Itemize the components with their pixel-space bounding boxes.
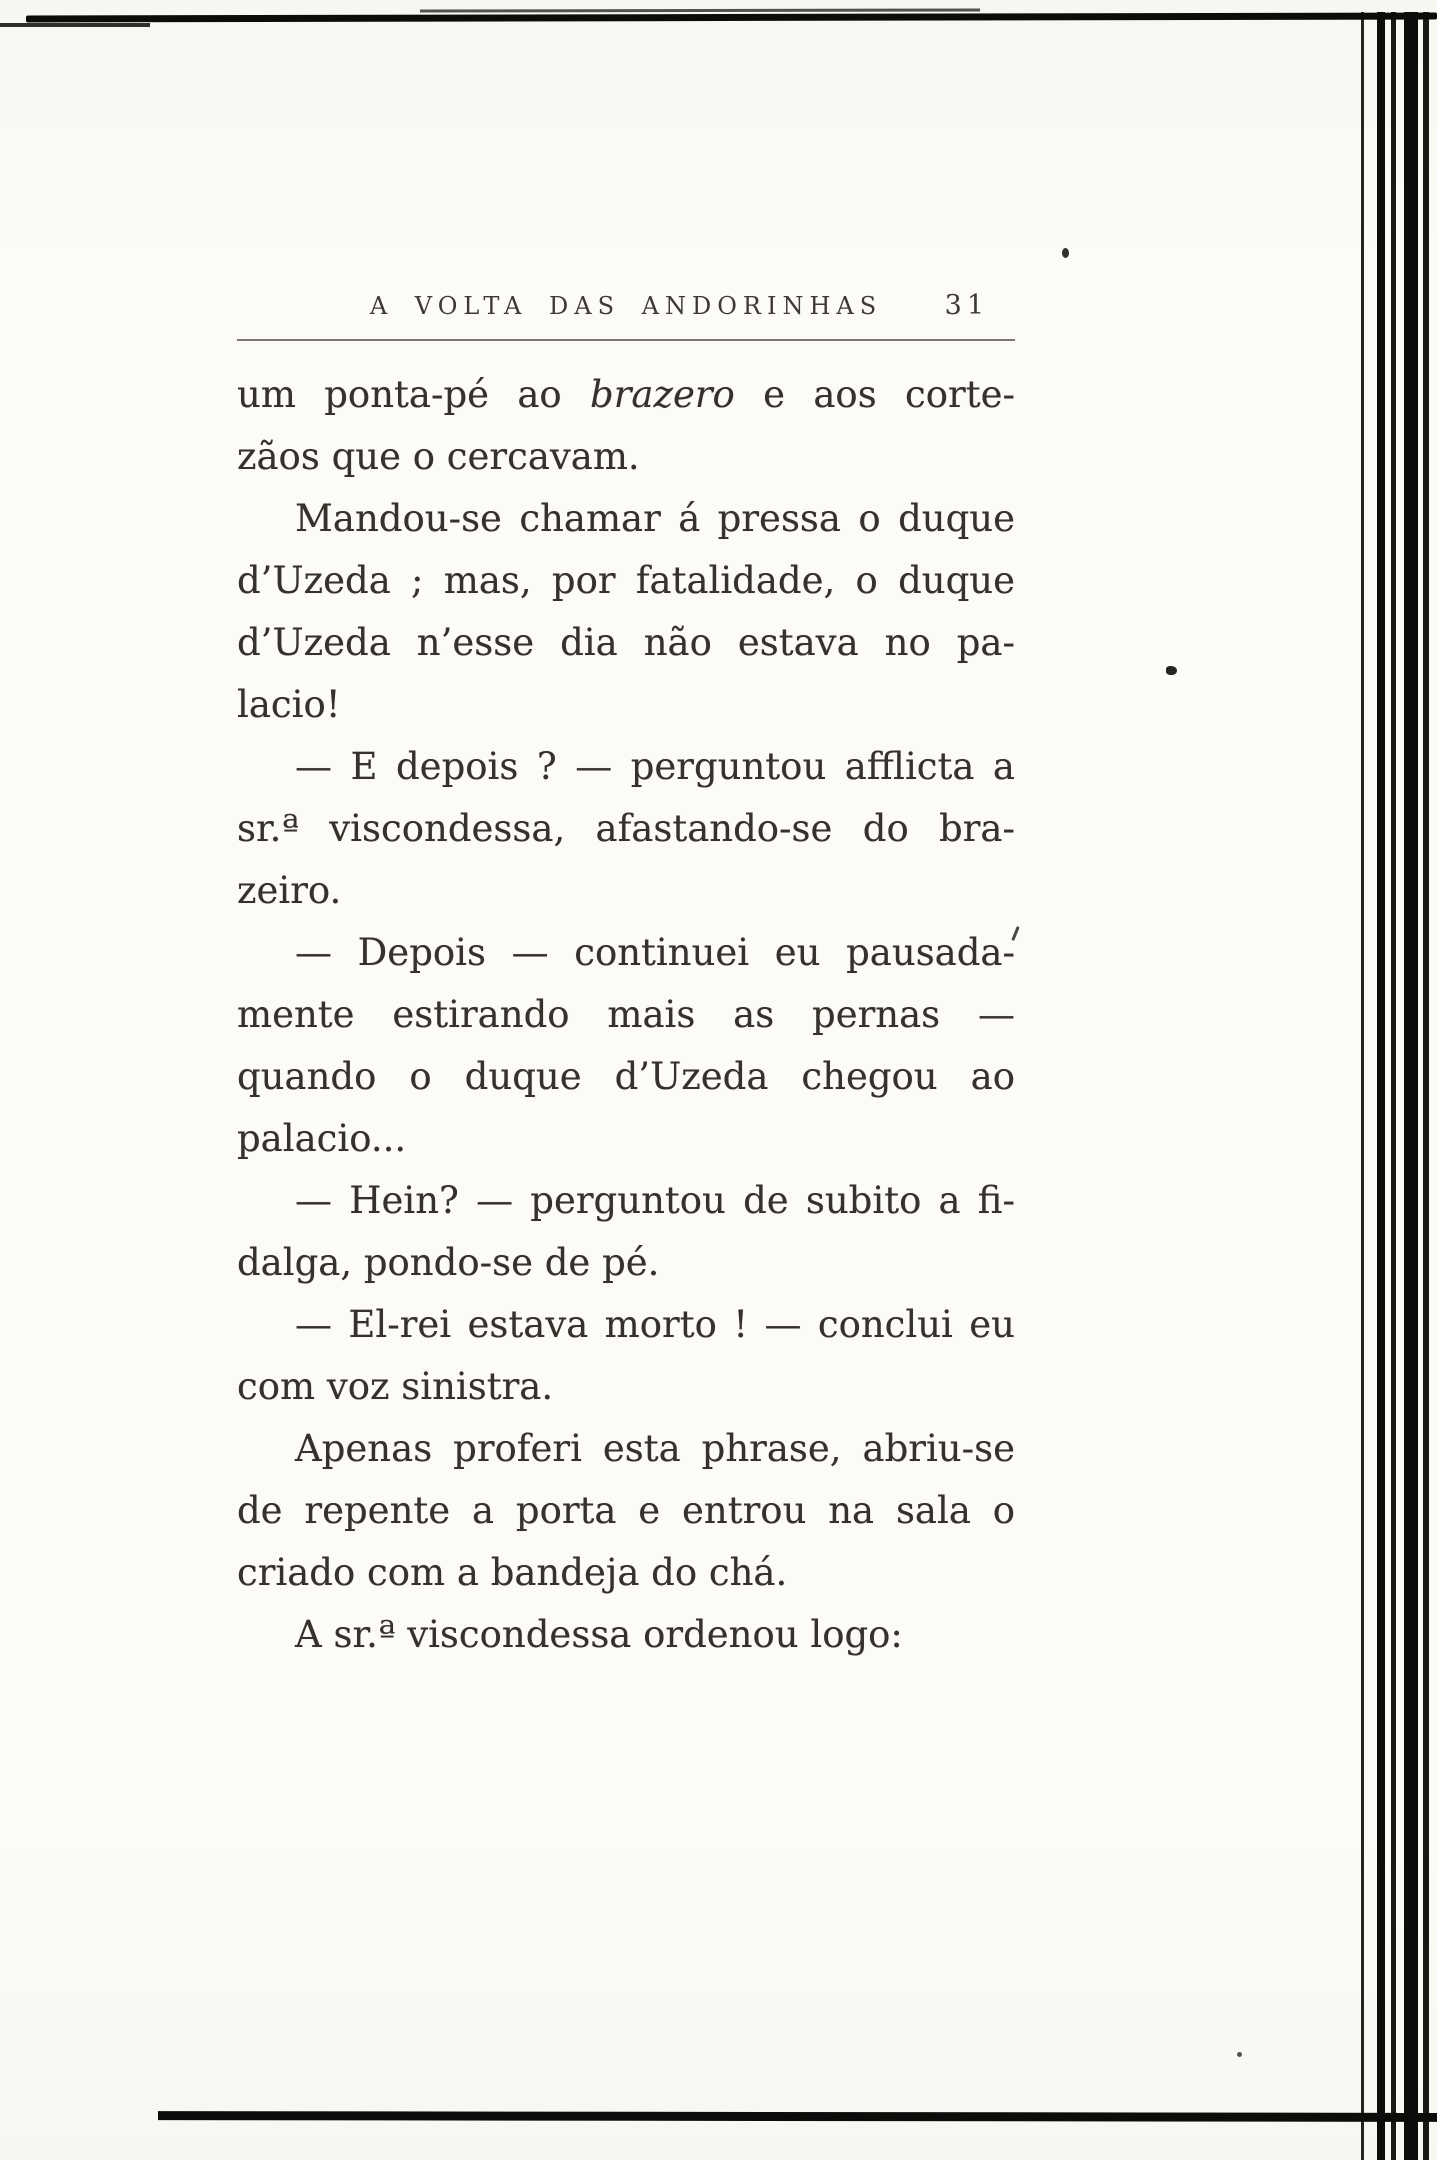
scan-edge-top [26,13,1437,23]
text-segment: quando o duque d’Uzeda chegou ao [237,1055,1015,1098]
text-segment: lacio! [237,683,341,726]
text-segment: dalga, pondo-se de pé. [237,1241,660,1284]
spine-line [1423,12,1429,2160]
text-line [237,1542,1015,1604]
text-line [237,798,1015,860]
text-line [237,1480,1015,1542]
spine-line [1361,12,1364,2160]
text-segment: zãos que o cercavam. [237,435,640,478]
text-line [237,426,1015,488]
text-segment: — El-rei estava morto ! — conclui eu [295,1303,1015,1346]
italic-text: brazero [590,373,735,416]
text-line [237,550,1015,612]
text-segment: zeiro. [237,869,342,912]
text-line [237,1170,1015,1232]
text-line [237,488,1015,550]
text-segment: com voz sinistra. [237,1365,554,1408]
text-segment: um ponta-pé ao [237,373,591,416]
text-segment: e aos corte- [734,373,1015,416]
text-line [237,674,1015,736]
text-segment: de repente a porta e entrou na sala o [237,1489,1015,1532]
scan-edge-top-left [0,23,150,27]
text-segment: Apenas proferi esta phrase, abriu-se [295,1427,1015,1470]
scan-speck [1237,2052,1242,2057]
text-line [237,1356,1015,1418]
text-line [237,1418,1015,1480]
text-segment: sr.ª viscondessa, afastando-se do bra- [237,807,1015,850]
spine-line [1377,12,1385,2160]
text-line [237,1232,1015,1294]
scan-speck [1166,666,1177,675]
text-line [237,1108,1015,1170]
text-line [237,1294,1015,1356]
scan-speck [1062,248,1069,258]
text-segment: criado com a bandeja do chá. [237,1551,788,1594]
text-line [237,1046,1015,1108]
text-segment: Mandou-se chamar á pressa o duque [295,497,1015,540]
text-segment: d’Uzeda n’esse dia não estava no pa- [237,621,1015,664]
text-segment: A sr.ª viscondessa ordenou logo: [295,1613,903,1656]
text-line [237,364,1015,426]
text-segment: d’Uzeda ; mas, por fatalidade, o duque [237,559,1015,602]
text-line [237,922,1015,984]
text-segment: — Hein? — perguntou de subito a fi- [295,1179,1015,1222]
scan-spine-lines [1357,0,1437,2160]
text-line [237,736,1015,798]
body-text [237,364,1015,1666]
spine-line [1391,12,1396,2160]
running-title: A VOLTA DAS ANDORINHAS [369,292,883,320]
text-line [237,1604,1015,1666]
text-segment: mente estirando mais as pernas — [237,993,1015,1036]
text-line [237,860,1015,922]
text-segment: palacio... [237,1117,407,1160]
scan-edge-top-secondary [420,9,980,13]
scan-edge-bottom [158,2111,1437,2122]
text-segment: — Depois — continuei eu pausada- [295,931,1015,974]
spine-line [1404,12,1418,2160]
text-segment: — E depois ? — perguntou afflicta a [295,745,1015,788]
text-line [237,612,1015,674]
text-line [237,984,1015,1046]
page-header [237,292,1015,326]
page-number: 31 [944,290,989,321]
header-rule [237,339,1015,341]
